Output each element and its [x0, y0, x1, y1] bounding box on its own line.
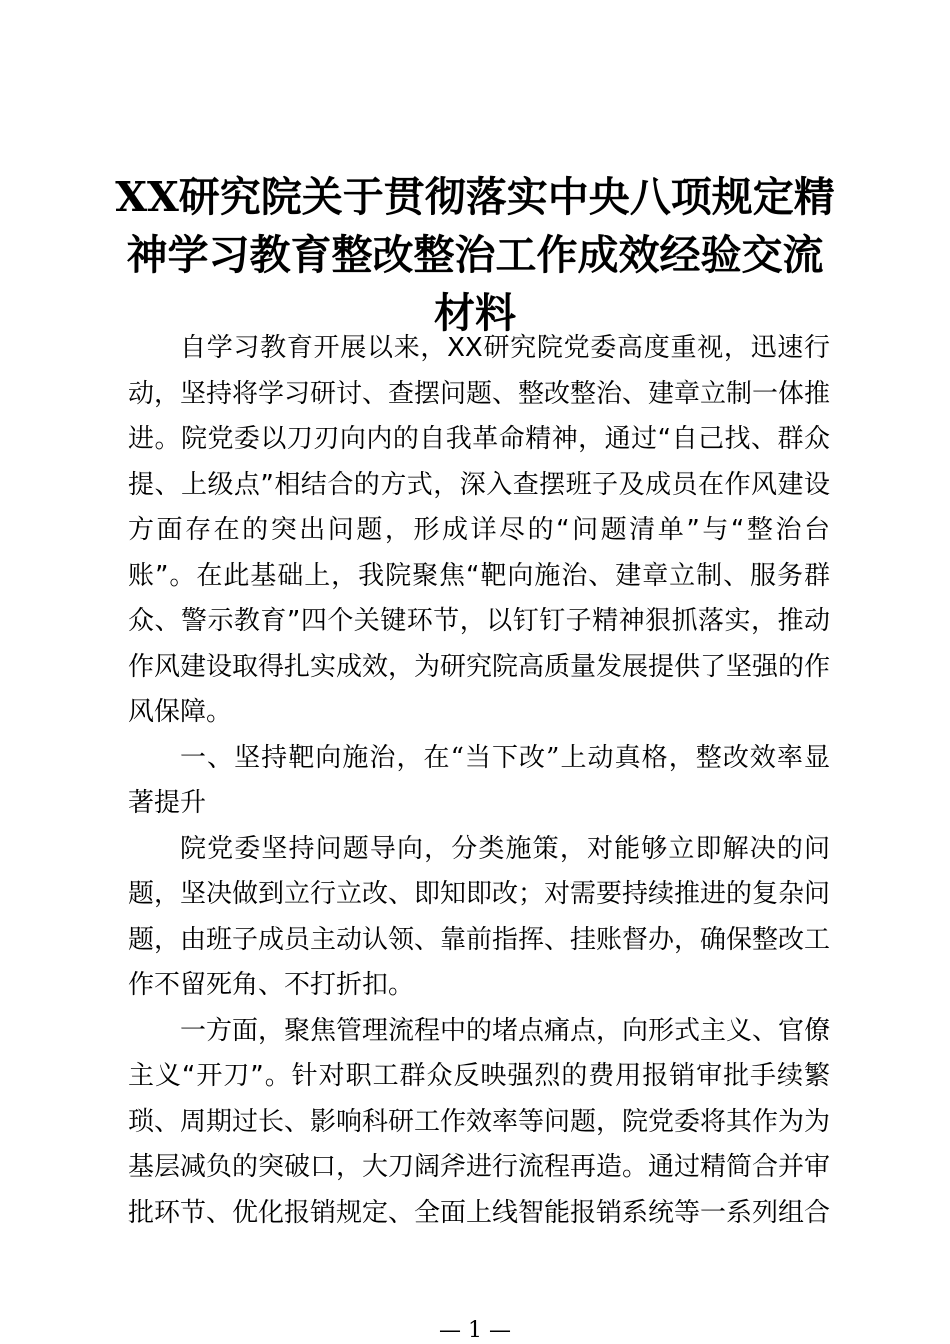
body-paragraph: 院党委坚持问题导向，分类施策，对能够立即解决的问题，坚决做到立行立改、即知即改；对需要持续推进的复杂问题，由班子成员主动认领、靠前指挥、挂账督办，确保整改工作不留死角、不打折扣。 — [128, 833, 831, 1000]
intro-paragraph: 自学习教育开展以来，XX研究院党委高度重视，迅速行动，坚持将学习研讨、查摆问题、整改整治、建章立制一体推进。院党委以刀刃向内的自我革命精神，通过“自己找、群众提、上级点”相结合的方式，深入查摆班子及成员在作风建设方面存在的突出问题，形成详尽的“问题清单”与“整治台账”。在此基础上，我院聚焦“靶向施治、建章立制、服务群众、警示教育”四个关键环节，以钉钉子精神狠抓落实，推动作风建设取得扎实成效，为研究院高质量发展提供了坚强的作风保障。 — [128, 333, 831, 727]
body-paragraph: 一方面，聚焦管理流程中的堵点痛点，向形式主义、官僚主义“开刀”。针对职工群众反映强烈的费用报销审批手续繁琐、周期过长、影响科研工作效率等问题，院党委将其作为为基层减负的突破口，大刀阔斧进行流程再造。通过精简合并审批环节、优化报销规定、全面上线智能报销系统等一系列组合 — [128, 1015, 831, 1228]
document-title: XX研究院关于贯彻落实中央八项规定精神学习教育整改整治工作成效经验交流材料 — [115, 173, 835, 337]
page-number: — 1 — — [439, 1318, 511, 1343]
section-heading-1: 一、坚持靶向施治，在“当下改”上动真格，整改效率显著提升 — [128, 742, 830, 818]
document-body — [128, 326, 830, 1236]
